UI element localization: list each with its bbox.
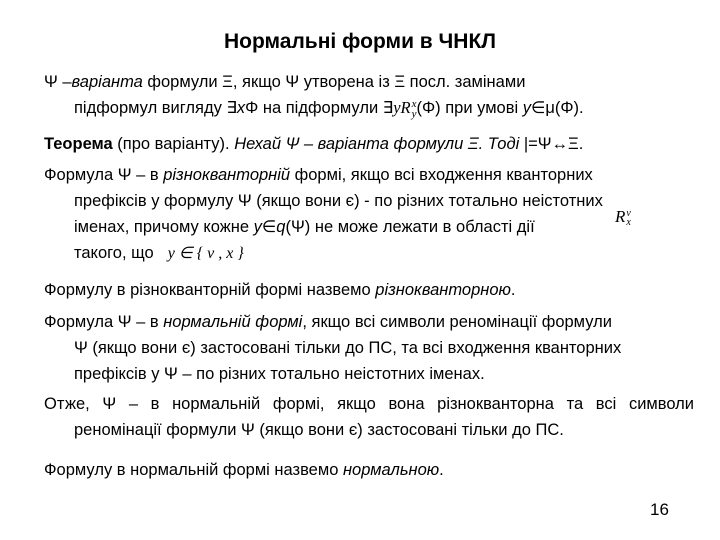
formula-renomination: yR x y [393, 98, 417, 121]
term-distinct-quantifier: різнокванторній [163, 166, 291, 184]
distinct-quantifier-definition: Формула Ψ – в різнокванторній формі, якщо всі входження кванторних префіксів у формулу Ψ (якщо вони є) - по різних тотально неістотних іменах, причому кожне y∈q(Ψ) не може лежати в області дії такого, що y ∈ { v , x } [44, 166, 603, 262]
term-normal-form: нормальній формі [163, 313, 303, 331]
formula-renomination-rvx: R v x [615, 207, 631, 229]
slide-title: Нормальні форми в ЧНКЛ [223, 30, 497, 53]
normal-form-definition: Формула Ψ – в нормальній формі, якщо всі символи реномінації формули Ψ (якщо вони є) застосовані тільки до ПС, та всі входження кванторних префіксів у Ψ – по різних тотально неістотних іменах. [44, 313, 622, 383]
theorem: Теорема (про варіанту). Нехай Ψ – варіанта формули Ξ. Тоді |=Ψ↔Ξ. [44, 135, 584, 153]
term-variant: варіанта [71, 73, 143, 91]
variant-definition: Ψ –варіанта формули Ξ, якщо Ψ утворена із Ξ посл. замінами підформул вигляду ∃xΦ на підформули ∃yR x y (Φ) при умові y∈μ(Φ). [44, 73, 584, 121]
page-number: 16 [650, 500, 669, 519]
formula-variable-set: y ∈ { v , x } [167, 245, 244, 262]
normal-form-summary: Отже, Ψ – в нормальній формі, якщо вона різнокванторна та всі символи реномінації формули Ψ (якщо вони є) застосовані тільки до ПС. [44, 395, 694, 439]
normal-form-naming: Формулу в нормальній формі назвемо нормальною. [44, 461, 444, 479]
distinct-quantifier-naming: Формулу в різнокванторній формі назвемо різнокванторною. [44, 281, 516, 299]
theorem-label: Теорема [44, 135, 113, 153]
